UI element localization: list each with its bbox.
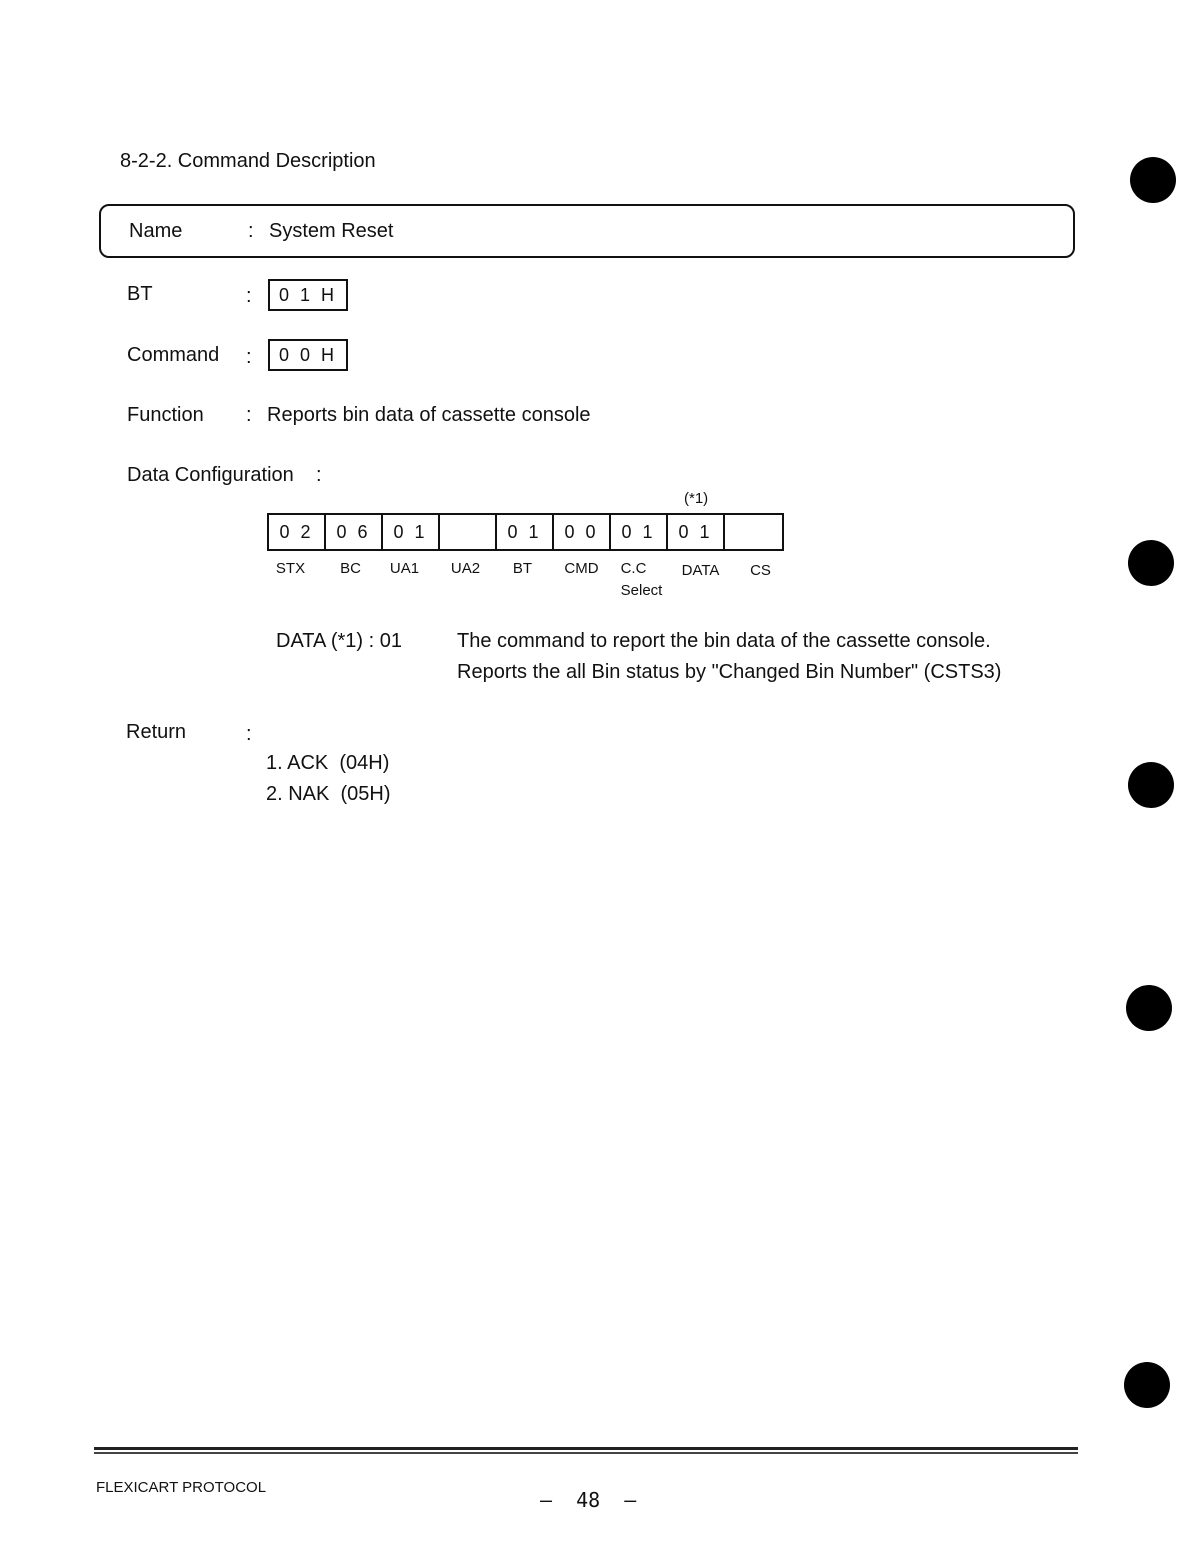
field-label-data: DATA [681,562,720,579]
footer-rule-bottom [94,1452,1078,1454]
name-value: System Reset [269,220,394,242]
name-frame [99,204,1075,258]
name-label: Name [129,220,183,242]
cell-stx: 0 2 [269,515,326,549]
cell-cmd: 0 0 [554,515,611,549]
function-value: Reports bin data of cassette console [267,404,591,426]
binder-hole-2 [1128,540,1174,586]
footer-rule-top [94,1447,1078,1450]
field-label-cmd: CMD [564,560,599,577]
binder-hole-3 [1128,762,1174,808]
cell-cs [725,515,782,549]
return-item-nak: 2. NAK (05H) [266,783,391,805]
return-label: Return [126,721,187,743]
data-config-label: Data Configuration [127,464,294,486]
field-label-cc-select: Select [620,582,663,599]
bt-label: BT [127,283,153,305]
cell-data: 0 1 [668,515,725,549]
binder-hole-1 [1130,157,1176,203]
field-label-cs: CS [750,562,771,579]
field-label-ua1: UA1 [389,560,420,577]
binder-hole-4 [1126,985,1172,1031]
bt-value-box: 0 1 H [268,279,348,311]
field-label-cc: C.C [620,560,647,577]
command-label: Command [127,344,220,366]
data-note-marker: (*1) [684,490,709,507]
cell-cc: 0 1 [611,515,668,549]
field-label-bc: BC [340,560,361,577]
bt-colon: : [246,285,252,307]
data-config-colon: : [316,464,322,486]
binder-hole-5 [1124,1362,1170,1408]
return-item-ack: 1. ACK (04H) [266,752,390,774]
field-label-stx: STX [275,560,306,577]
cell-ua1: 0 1 [383,515,440,549]
data-note-key: DATA (*1) : 01 [276,630,402,652]
function-colon: : [246,404,252,426]
data-note-line1: The command to report the bin data of the cassette console. [457,630,991,652]
cell-bt: 0 1 [497,515,554,549]
cell-ua2 [440,515,497,549]
footer-title: FLEXICART PROTOCOL [96,1479,267,1496]
command-value-box: 0 0 H [268,339,348,371]
field-label-bt: BT [512,560,533,577]
data-frame [267,513,784,551]
page-number: – 48 – [540,1488,637,1512]
function-label: Function [127,404,204,426]
cell-bc: 0 6 [326,515,383,549]
section-title: 8-2-2. Command Description [120,150,376,172]
field-label-ua2: UA2 [450,560,481,577]
name-colon: : [248,220,254,242]
command-colon: : [246,346,252,368]
data-note-line2: Reports the all Bin status by "Changed Bin Number" (CSTS3) [457,661,1002,683]
return-colon: : [246,723,252,745]
